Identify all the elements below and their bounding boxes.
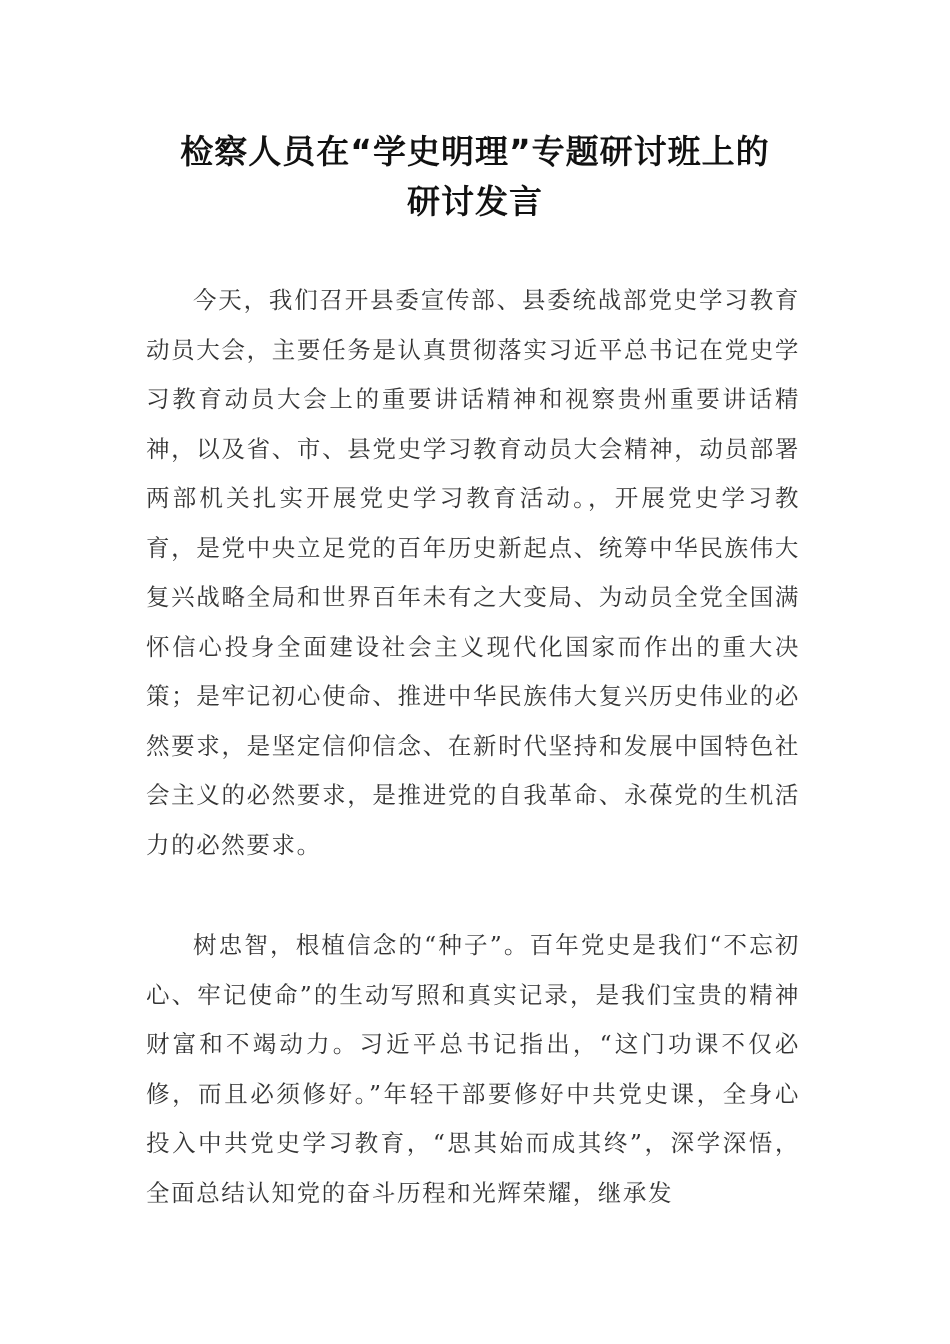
- title-line-1: 检察人员在“学史明理”专题研讨班上的: [180, 132, 770, 171]
- paragraph-2: 树忠智，根植信念的“种子”。百年党史是我们“不忘初心、牢记使命”的生动写照和真实记录，是我们宝贵的精神财富和不竭动力。习近平总书记指出，“这门功课不仅必修，而且必须修好。”年轻干部要修好中共党史课，全身心投入中共党史学习教育，“思其始而成其终”，深学深悟，全面总结认知党的奋斗历程和光辉荣耀，继承发: [146, 931, 800, 1207]
- document-title: [120, 127, 830, 227]
- paragraph-1: 今天，我们召开县委宣传部、县委统战部党史学习教育动员大会，主要任务是认真贯彻落实习近平总书记在党史学习教育动员大会上的重要讲话精神和视察贵州重要讲话精神，以及省、市、县党史学习教育动员大会精神，动员部署两部机关扎实开展党史学习教育活动。，开展党史学习教育，是党中央立足党的百年历史新起点、统筹中华民族伟大复兴战略全局和世界百年未有之大变局、为动员全党全国满怀信心投身全面建设社会主义现代化国家而作出的重大决策；是牢记初心使命、推进中华民族伟大复兴历史伟业的必然要求，是坚定信仰信念、在新时代坚持和发展中国特色社会主义的必然要求，是推进党的自我革命、永葆党的生机活力的必然要求。: [146, 286, 800, 859]
- title-line-2: 研讨发言: [407, 182, 543, 221]
